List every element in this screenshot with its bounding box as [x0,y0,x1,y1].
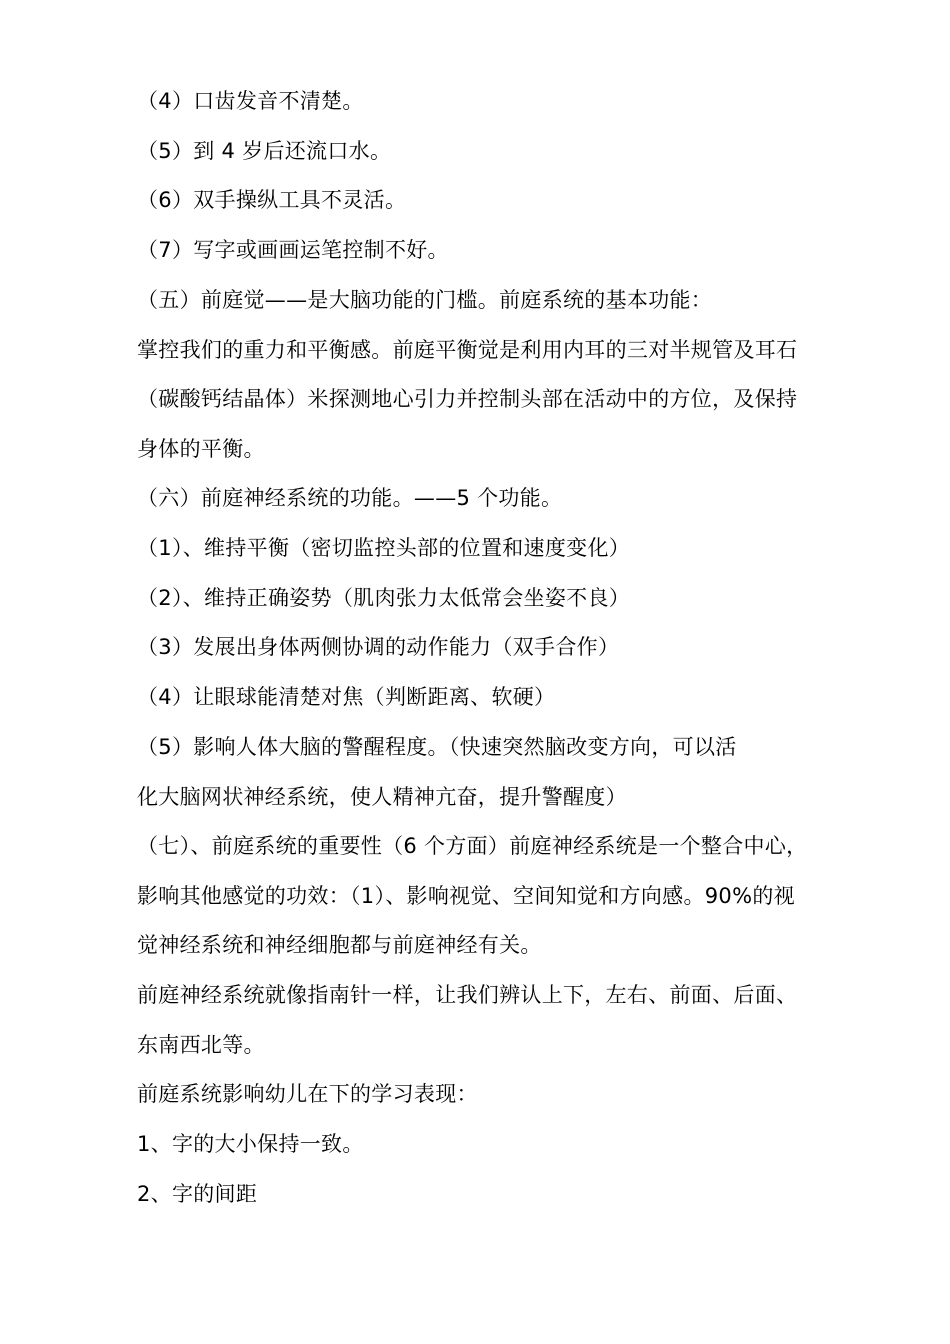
function-item-1: （1）、维持平衡（密切监控头部的位置和速度变化） [137,536,631,560]
learning-heading: 前庭系统影响幼儿在下的学习表现： [137,1082,478,1106]
function-item-5-cont: 化大脑网状神经系统，使人精神亢奋，提升警醒度） [137,785,627,809]
list-item-7-writing: （7）写字或画画运笔控制不好。 [137,238,449,262]
paragraph-line: 前庭神经系统就像指南针一样，让我们辨认上下，左右、前面、后面、 [137,983,798,1007]
section-6-heading: （六）前庭神经系统的功能。——5 个功能。 [137,486,563,510]
paragraph-line: （碳酸钙结晶体）米探测地心引力并控制头部在活动中的方位，及保持 [137,387,798,411]
paragraph-line: 觉神经系统和神经细胞都与前庭神经有关。 [137,933,542,957]
learning-item-2: 2、字的间距 [137,1182,258,1206]
paragraph-line: 身体的平衡。 [137,437,265,461]
list-item-4-speech: （4）口齿发音不清楚。 [137,89,364,113]
function-item-4: （4）让眼球能清楚对焦（判断距离、软硬） [137,685,556,709]
section-7-heading: （七）、前庭系统的重要性（6 个方面）前庭神经系统是一个整合中心， [137,834,808,858]
list-item-6-hands: （6）双手操纵工具不灵活。 [137,188,407,212]
paragraph-line: 东南西北等。 [137,1033,265,1057]
function-item-2: （2）、维持正确姿势（肌肉张力太低常会坐姿不良） [137,586,631,610]
learning-item-1: 1、字的大小保持一致。 [137,1132,364,1156]
paragraph-line: 影响其他感觉的功效：（1）、影响视觉、空间知觉和方向感。90%的视 [137,884,795,908]
function-item-3: （3）发展出身体两侧协调的动作能力（双手合作） [137,635,620,659]
section-5-heading: （五）前庭觉——是大脑功能的门槛。前庭系统的基本功能： [137,288,713,312]
list-item-5-drooling: （5）到 4 岁后还流口水。 [137,139,392,163]
paragraph-line: 掌控我们的重力和平衡感。前庭平衡觉是利用内耳的三对半规管及耳石 [137,338,798,362]
function-item-5: （5）影响人体大脑的警醒程度。（快速突然脑改变方向，可以活 [137,735,737,759]
